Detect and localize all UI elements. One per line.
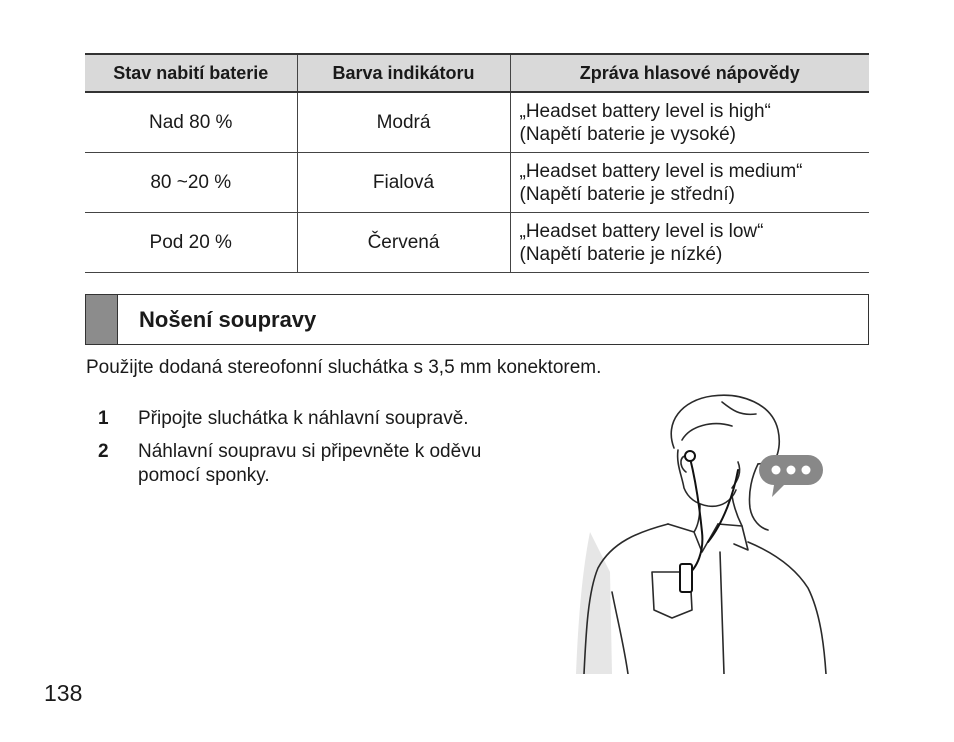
voice-message-text: „Headset battery level is high“ bbox=[519, 100, 771, 122]
steps-list bbox=[98, 407, 548, 497]
person-wearing-headset-icon bbox=[572, 392, 828, 679]
indicator-color-cell: Fialová bbox=[297, 153, 510, 213]
table-row bbox=[85, 92, 869, 153]
voice-message-text: „Headset battery level is medium“ bbox=[519, 160, 803, 182]
voice-message-text: „Headset battery level is low“ bbox=[519, 220, 764, 242]
header-battery-state: Stav nabití baterie bbox=[85, 54, 297, 92]
voice-message-translation: (Napětí baterie je vysoké) bbox=[519, 123, 736, 145]
table-row bbox=[85, 153, 869, 213]
page-number: 138 bbox=[44, 680, 83, 706]
indicator-color-cell: Červená bbox=[297, 213, 510, 273]
voice-message-cell bbox=[510, 213, 869, 273]
battery-level-table bbox=[85, 53, 869, 273]
step-number: 2 bbox=[98, 441, 109, 462]
voice-message-translation: (Napětí baterie je střední) bbox=[519, 183, 735, 205]
list-item bbox=[98, 407, 548, 431]
battery-level-cell: 80 ~20 % bbox=[85, 153, 297, 213]
step-text: Náhlavní soupravu si připevněte k oděvu pomocí sponky. bbox=[138, 441, 482, 486]
battery-level-cell: Nad 80 % bbox=[85, 92, 297, 153]
battery-level-cell: Pod 20 % bbox=[85, 213, 297, 273]
section-heading-bar bbox=[86, 295, 118, 344]
list-item bbox=[98, 440, 548, 488]
table-header-row bbox=[85, 54, 869, 92]
header-voice-message: Zpráva hlasové nápovědy bbox=[510, 54, 869, 92]
step-number: 1 bbox=[98, 408, 109, 429]
section-heading bbox=[85, 294, 869, 345]
voice-message-cell bbox=[510, 153, 869, 213]
step-text: Připojte sluchátka k náhlavní soupravě. bbox=[138, 408, 469, 429]
header-indicator-color: Barva indikátoru bbox=[297, 54, 510, 92]
table-row bbox=[85, 213, 869, 273]
indicator-color-cell: Modrá bbox=[297, 92, 510, 153]
voice-message-cell bbox=[510, 92, 869, 153]
section-title: Nošení soupravy bbox=[139, 307, 317, 332]
speech-bubble-icon bbox=[756, 452, 826, 500]
intro-paragraph: Použijte dodaná stereofonní sluchátka s 3,5 mm konektorem. bbox=[86, 357, 602, 378]
voice-message-translation: (Napětí baterie je nízké) bbox=[519, 243, 723, 265]
